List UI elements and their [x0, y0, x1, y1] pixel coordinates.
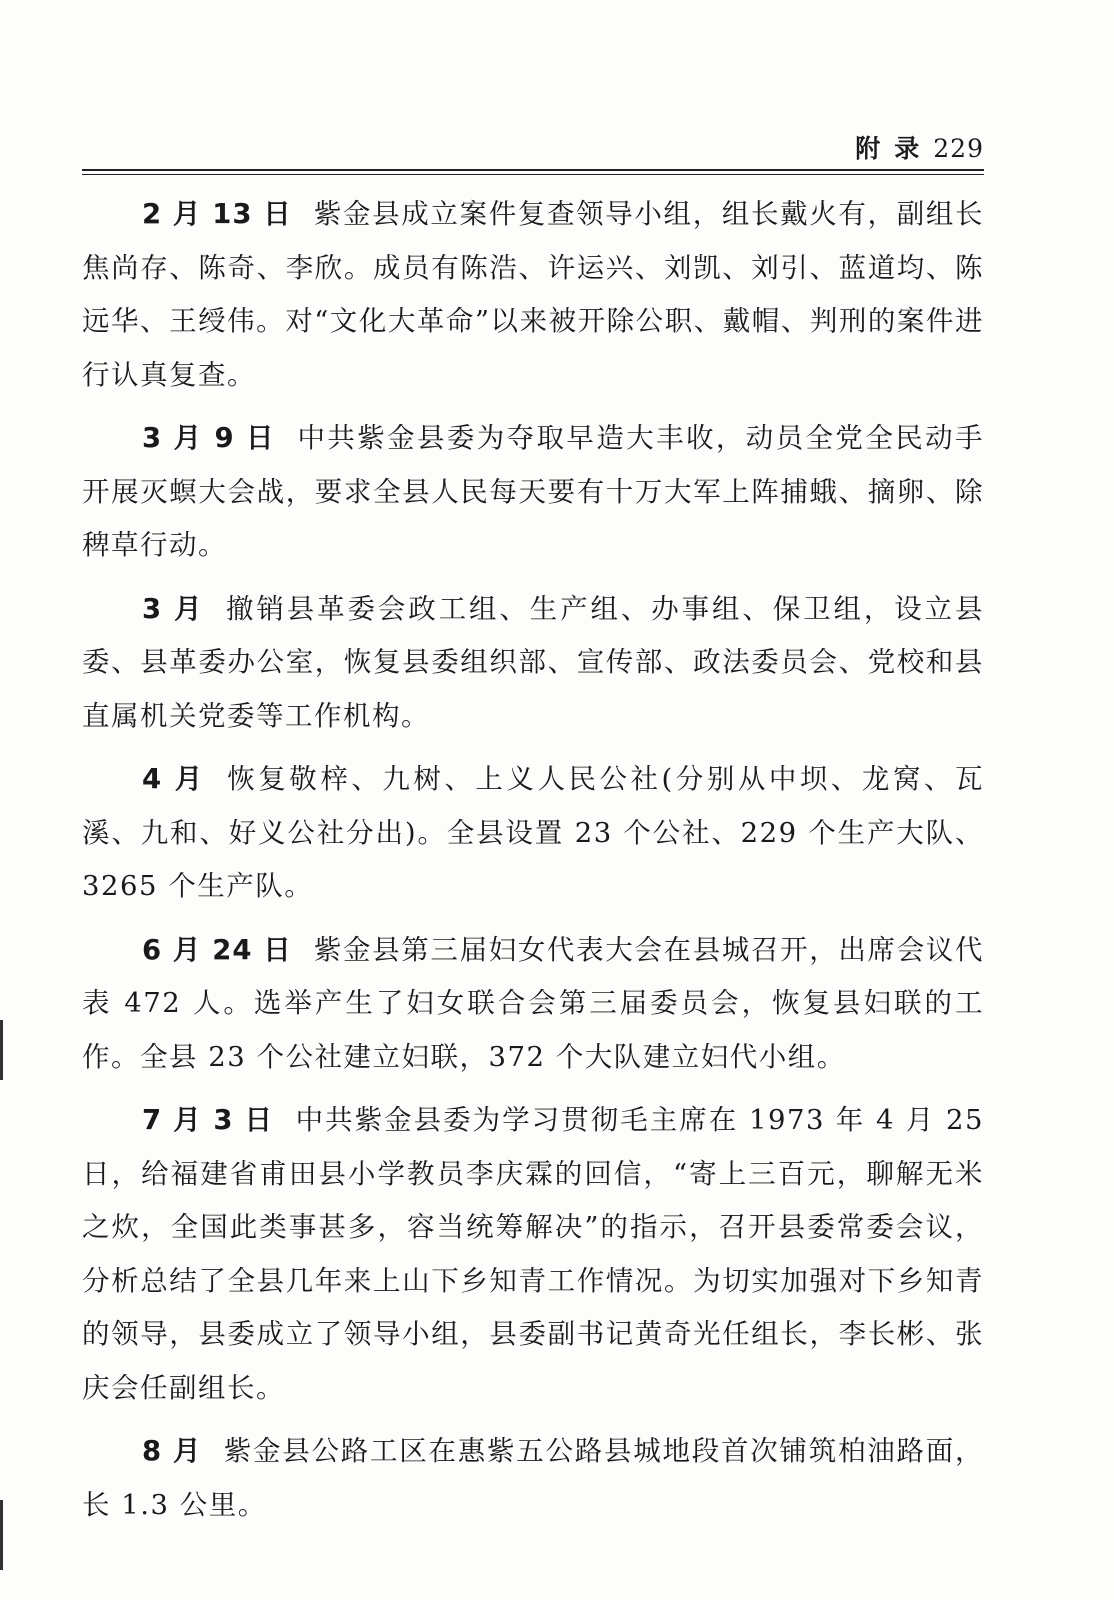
chronicle-entry	[82, 753, 984, 914]
section-label: 附录	[855, 134, 934, 163]
chronicle-body	[82, 188, 984, 1542]
chronicle-entry	[82, 1094, 984, 1415]
chronicle-entry	[82, 924, 984, 1085]
entry-date: 8 月	[142, 1435, 202, 1467]
entry-date: 2 月 13 日	[142, 198, 292, 230]
header-rule-thick	[82, 169, 984, 171]
entry-text: 中共紫金县委为夺取早造大丰收，动员全党全民动手开展灭螟大会战，要求全县人民每天要有十万大军上阵捕蛾、摘卵、除稗草行动。	[82, 422, 984, 561]
entry-text: 紫金县公路工区在惠紫五公路县城地段首次铺筑柏油路面，长 1.3 公里。	[82, 1435, 984, 1521]
entry-date: 3 月 9 日	[142, 422, 276, 454]
chronicle-entry	[82, 1425, 984, 1532]
scan-edge-mark	[0, 1500, 3, 1570]
entry-text: 恢复敬梓、九树、上义人民公社(分别从中坝、龙窝、瓦溪、九和、好义公社分出)。全县设置 23 个公社、229 个生产大队、3265 个生产队。	[82, 763, 984, 902]
chronicle-entry	[82, 583, 984, 744]
entry-text: 中共紫金县委为学习贯彻毛主席在 1973 年 4 月 25 日，给福建省甫田县小学教员李庆霖的回信，“寄上三百元，聊解无米之炊，全国此类事甚多，容当统筹解决”的指示，召开县委常委会议，分析总结了全县几年来上山下乡知青工作情况。为切实加强对下乡知青的领导，县委成立了领导小组，县委副书记黄奇光任组长，李长彬、张庆会任副组长。	[82, 1104, 984, 1404]
page-number: 229	[933, 134, 984, 163]
entry-text: 撤销县革委会政工组、生产组、办事组、保卫组，设立县委、县革委办公室，恢复县委组织部、宣传部、政法委员会、党校和县直属机关党委等工作机构。	[82, 592, 984, 732]
header-text	[855, 131, 984, 167]
chronicle-entry	[82, 412, 984, 573]
scan-edge-mark	[0, 1020, 3, 1080]
running-header	[82, 131, 984, 167]
entry-text: 紫金县第三届妇女代表大会在县城召开，出席会议代表 472 人。选举产生了妇女联合会第三届委员会，恢复县妇联的工作。全县 23 个公社建立妇联，372 个大队建立妇代小组。	[82, 933, 984, 1073]
chronicle-entry	[82, 188, 984, 402]
entry-date: 6 月 24 日	[142, 933, 292, 966]
entry-date: 7 月 3 日	[142, 1104, 274, 1136]
header-rule-thin	[82, 174, 984, 175]
entry-date: 4 月	[142, 763, 206, 795]
entry-text: 紫金县成立案件复查领导小组，组长戴火有，副组长焦尚存、陈奇、李欣。成员有陈浩、许运兴、刘凯、刘引、蓝道均、陈远华、王绶伟。对“文化大革命”以来被开除公职、戴帽、判刑的案件进行认真复查。	[82, 198, 984, 391]
entry-date: 3 月	[142, 592, 204, 625]
